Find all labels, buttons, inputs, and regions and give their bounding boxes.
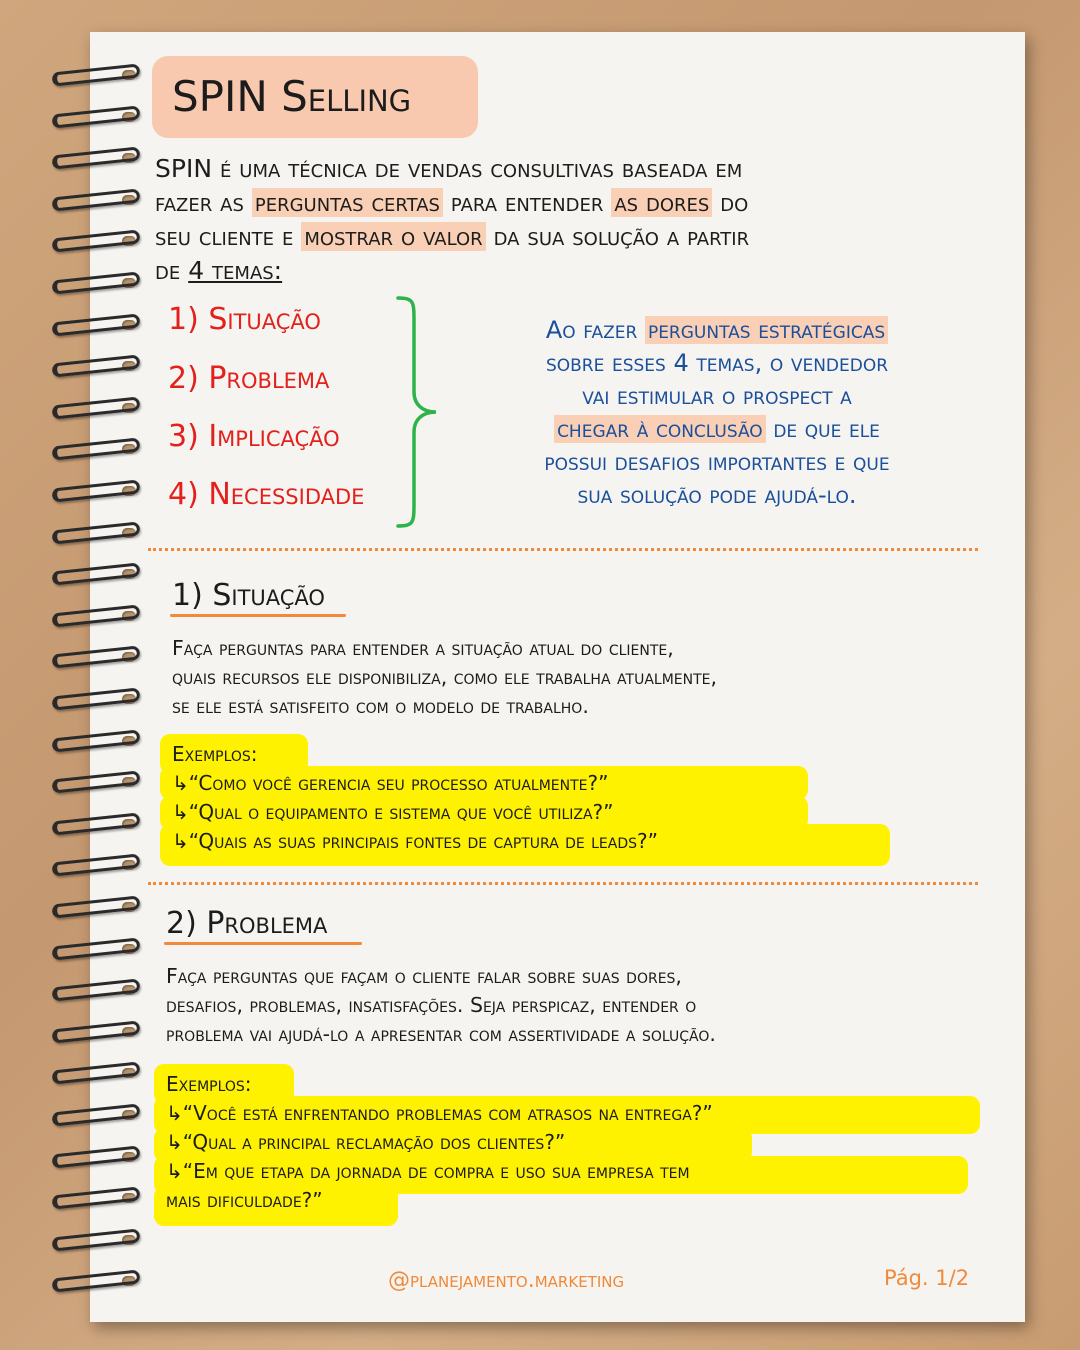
footer-handle[interactable]: @planejamento.marketing	[388, 1268, 625, 1293]
intro-text: do	[712, 188, 749, 217]
highlight-perguntas-certas: perguntas certas	[252, 188, 443, 217]
section-title-problema: 2) Problema	[166, 906, 328, 941]
section-title-situacao: 1) Situação	[172, 578, 325, 613]
curly-brace-icon	[392, 292, 452, 532]
examples-problema	[166, 1070, 713, 1215]
intro-text: para entender	[442, 188, 612, 217]
explain-line-5: possui desafios importantes e que	[544, 448, 890, 476]
explanation-text	[462, 314, 972, 512]
intro-paragraph	[155, 152, 975, 288]
body-line: se ele está satisfeito com o modelo de trabalho.	[172, 694, 589, 718]
intro-text: fazer as	[155, 188, 252, 217]
example-item: ↳“Como você gerencia seu processo atualmente?”	[172, 771, 609, 795]
body-line: problema vai ajudá-lo a apresentar com assertividade a solução.	[166, 1022, 716, 1046]
example-item: ↳“Você está enfrentando problemas com atrasos na entrega?”	[166, 1101, 713, 1125]
intro-text: da sua solução a partir	[485, 222, 750, 251]
intro-text: de	[155, 256, 189, 285]
page-title: SPIN Selling	[172, 72, 412, 121]
explain-line-2: sobre esses 4 temas, o vendedor	[545, 349, 889, 377]
explain-line-6: sua solução pode ajudá-lo.	[577, 481, 857, 509]
intro-line-1: SPIN é uma técnica de vendas consultivas baseada em	[155, 154, 743, 183]
topic-problema: 2) Problema	[168, 361, 330, 396]
dotted-divider	[148, 548, 978, 551]
example-item: ↳“Qual a principal reclamação dos clientes?”	[166, 1130, 566, 1154]
explain-text: Ao fazer	[545, 316, 645, 344]
body-line: Faça perguntas que façam o cliente falar sobre suas dores,	[166, 964, 682, 988]
dotted-divider	[148, 882, 978, 885]
highlight-mostrar-valor: mostrar o valor	[301, 222, 485, 251]
explain-line-3: vai estimular o prospect a	[582, 382, 852, 410]
body-line: quais recursos ele disponibiliza, como ele trabalha atualmente,	[172, 665, 718, 689]
topic-situacao: 1) Situação	[168, 302, 321, 337]
example-item: ↳“Em que etapa da jornada de compra e uso sua empresa tem	[166, 1159, 690, 1183]
examples-label: Exemplos:	[166, 1072, 252, 1096]
section-title-underline	[164, 942, 362, 945]
highlight-as-dores: as dores	[611, 188, 712, 217]
example-item: mais dificuldade?”	[166, 1188, 323, 1212]
page-number: Pág. 1/2	[884, 1266, 970, 1290]
explain-line-4	[462, 413, 972, 446]
highlight-chegar-conclusao: chegar à conclusão	[554, 415, 766, 443]
explain-text: de que ele	[765, 415, 880, 443]
topic-necessidade: 4) Necessidade	[168, 477, 365, 512]
body-line: desafios, problemas, insatisfações. Seja perspicaz, entender o	[166, 993, 697, 1017]
example-item: ↳“Qual o equipamento e sistema que você utiliza?”	[172, 800, 614, 824]
highlight-perguntas-estrategicas: perguntas estratégicas	[645, 316, 888, 344]
topic-implicacao: 3) Implicação	[168, 419, 340, 454]
intro-line-4	[155, 254, 975, 288]
section-title-underline	[170, 614, 346, 617]
section-body-situacao	[172, 634, 717, 721]
underlined-4-temas: 4 temas:	[188, 256, 283, 285]
section-body-problema	[166, 962, 716, 1049]
explain-line-1	[462, 314, 972, 347]
example-item: ↳“Quais as suas principais fontes de captura de leads?”	[172, 829, 659, 853]
examples-label: Exemplos:	[172, 742, 258, 766]
intro-line-2	[155, 186, 975, 220]
intro-line-3	[155, 220, 975, 254]
body-line: Faça perguntas para entender a situação atual do cliente,	[172, 636, 674, 660]
intro-text: seu cliente e	[155, 222, 302, 251]
examples-situacao	[172, 740, 658, 856]
